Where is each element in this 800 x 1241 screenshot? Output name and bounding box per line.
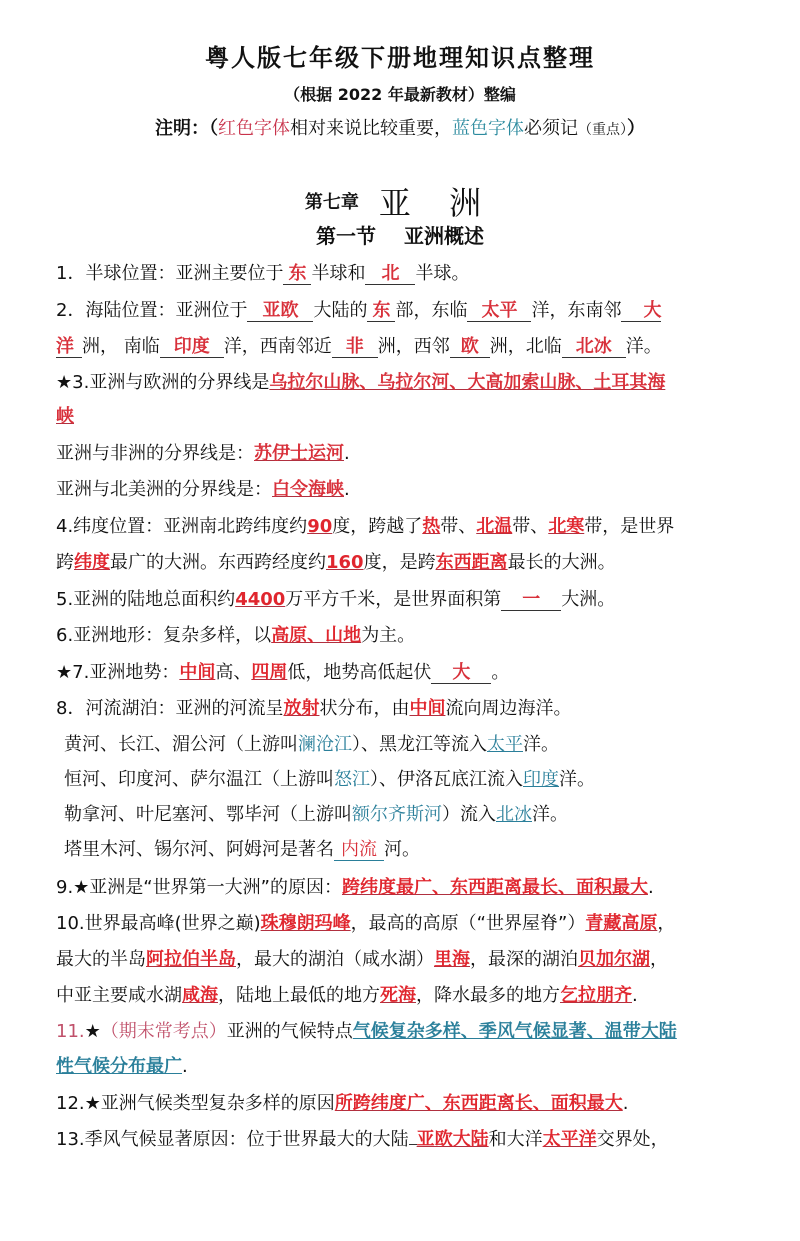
item-text: 最长的大洲。 [507,552,616,573]
answer-text: 中间 [409,698,446,719]
item-text: 10.世界最高峰(世界之巅) [56,913,261,934]
answer-blank: 大 [621,302,661,322]
answer-text: 160 [326,552,364,573]
item-5 [56,585,615,611]
answer-text: 乞拉朋齐 [560,985,632,1006]
document-subtitle: （根据 2022 年最新教材）整编 [284,85,516,104]
item-text: 亚洲与非洲的分界线是： [56,443,254,464]
item-text: 带，是世界 [584,516,675,537]
answer-text: 高原、山地 [271,625,362,646]
item-text: ）、伊洛瓦底江流入 [370,769,523,790]
answer-text: 性气候分布最广 [56,1056,182,1077]
answer-text: 亚欧大陆 [416,1129,489,1150]
answer-text: 太平 [487,734,523,755]
item-text: 交界处， [596,1129,669,1150]
answer-text: 热 [422,516,441,537]
item-text: 大陆的 [313,300,368,321]
answer-blank: 印度 [160,338,224,358]
blank-lead [409,1130,417,1145]
item-13 [56,1125,669,1151]
item-text: 。 [491,662,510,683]
answer-text: 白令海峡 [272,479,344,500]
item-text: 2．海陆位置：亚洲位于 [56,300,248,321]
item-text: 流向周边海洋。 [445,698,572,719]
section-number: 第一节 [316,224,376,248]
item-text: . [647,877,654,898]
item-6 [56,621,415,647]
item-text: . [182,1056,188,1077]
item-text: 洋，东南邻 [531,300,622,321]
item-8 [56,694,571,720]
item-text: 洲，西邻 [377,336,450,357]
answer-blank: 一 [501,591,561,611]
item-text: 状分布，由 [319,698,410,719]
answer-text: 死海 [380,985,416,1006]
item-text: 5.亚洲的陆地总面积约 [56,589,236,610]
item-text: 带、 [512,516,549,537]
answer-text: 纬度 [74,552,110,573]
note-mid: 相对来说比较重要， [290,118,452,139]
answer-text: 东西距离 [435,552,508,573]
item-text: 跨 [56,552,74,573]
answer-text: 咸海 [182,985,218,1006]
item-text: 洋。 [625,336,662,357]
section-name: 亚洲概述 [404,224,484,248]
item-text: 洋。 [559,769,595,790]
item-text: 勒拿河、叶尼塞河、鄂毕河（上游叫 [64,804,352,825]
answer-text: 四周 [251,662,288,683]
answer-text: 印度 [523,769,559,790]
item-text: 带、 [440,516,477,537]
item-text: ）流入 [442,804,496,825]
item-text: 7.亚洲地势： [72,662,180,683]
item-text: ，最高的高原（“世界屋脊”） [350,913,586,934]
note-red-label: 红色字体 [218,118,290,139]
item-9 [56,873,654,899]
chapter-number: 第七章 [304,192,359,213]
answer-text: 乌拉尔山脉、乌拉尔河、大高加索山脉、土耳其海 [269,372,666,393]
answer-text: 峡 [56,406,74,427]
item-text: 亚洲与北美洲的分界线是： [56,479,272,500]
item-text: . [632,985,638,1006]
item-text: 中亚主要咸水湖 [56,985,182,1006]
answer-text: 里海 [434,949,470,970]
answer-text: 4400 [235,589,286,610]
answer-blank: 亚欧 [247,302,313,322]
item-text: 半球。 [415,263,470,284]
exam-tag: （期末常考点） [100,1021,227,1042]
item-text: . [622,1093,629,1114]
answer-text: 怒江 [334,769,370,790]
item-text: ，陆地上最低的地方 [218,985,380,1006]
answer-blank: 东 [283,265,311,285]
answer-text: 气候复杂多样、季风气候显著、温带大陆 [352,1021,677,1042]
answer-text: 额尔齐斯河 [352,804,442,825]
item-1 [56,259,469,285]
item-text: ，最深的湖泊 [470,949,578,970]
item-text: ，降水最多的地方 [416,985,560,1006]
item-10-cont-2 [56,981,638,1007]
star-icon: ★ [56,662,73,683]
item-text: 洲，北临 [489,336,562,357]
item-8c [64,800,568,826]
answer-text: 放射 [283,698,320,719]
item-text: 低，地势高低起伏 [287,662,432,683]
item-text: 3.亚洲与欧洲的分界线是 [72,372,270,393]
answer-text: 阿拉伯半岛 [146,949,236,970]
item-text: 高、 [215,662,252,683]
item-text: 度，跨越了 [332,516,423,537]
answer-blank: 欧 [450,338,490,358]
answer-text: 北温 [476,516,513,537]
item-11-cont [56,1052,188,1078]
note-small: （重点） [578,122,627,138]
item-text: 部，东临 [395,300,468,321]
item-text: 13.季风气候显著原因：位于世界最大的大陆 [56,1129,409,1150]
note-prefix: 注明：（ [155,118,218,139]
item-text: 半球和 [311,263,366,284]
chapter-name: 亚 洲 [378,184,496,222]
item-8d [64,835,420,861]
item-text: 亚洲的气候特点 [226,1021,353,1042]
item-text: ， [657,913,676,934]
item-text: 大洲。 [561,589,616,610]
answer-blank: 非 [332,338,378,358]
item-3 [56,368,665,394]
item-4 [56,512,674,538]
item-text: ， [650,949,668,970]
answer-text: 北冰 [496,804,532,825]
item-2-cont [56,332,662,358]
item-text: 6.亚洲地形：复杂多样，以 [56,625,272,646]
item-text: 洋。 [532,804,568,825]
answer-blank: 大 [431,664,491,684]
item-text: 度，是跨 [363,552,436,573]
answer-text: 跨纬度最广、东西距离最长、面积最大 [341,877,648,898]
item-8a [64,730,559,756]
item-text: 最大的半岛 [56,949,146,970]
item-text: 洋，西南邻近 [223,336,332,357]
answer-text: 澜沧江 [298,734,352,755]
item-text: 恒河、印度河、萨尔温江（上游叫 [64,769,334,790]
item-3c [56,475,350,501]
item-text: . [344,443,350,464]
item-text: . [344,479,350,500]
document-title: 粤人版七年级下册地理知识点整理 [205,43,595,72]
answer-text: 太平洋 [542,1129,597,1150]
item-text: 9.★亚洲是“世界第一大洲”的原因： [56,877,342,898]
answer-blank: 内流 [334,841,384,861]
answer-blank: 洋 [56,338,82,358]
star-icon: ★ [56,372,73,393]
item-text: 洲， 南临 [82,336,160,357]
item-8b [64,765,595,791]
item-text: 和大洋 [488,1129,543,1150]
answer-text: 珠穆朗玛峰 [260,913,351,934]
item-number: 11. [56,1021,85,1042]
note-blue-label: 蓝色字体 [452,118,524,139]
answer-text: 90 [307,516,333,537]
item-text: 洋。 [523,734,559,755]
item-text: 1．半球位置：亚洲主要位于 [56,263,284,284]
answer-blank: 太平 [467,302,531,322]
answer-text: 北寒 [548,516,585,537]
answer-blank: 北 [365,265,415,285]
section-heading [0,220,800,249]
item-7 [56,658,509,684]
answer-blank: 东 [367,302,395,322]
item-text: 塔里木河、锡尔河、阿姆河是著名 [64,839,334,860]
answer-blank: 北冰 [562,338,626,358]
item-text: 4.纬度位置：亚洲南北跨纬度约 [56,516,308,537]
item-10-cont-1 [56,945,668,971]
answer-text: 中间 [179,662,216,683]
item-text: 为主。 [361,625,416,646]
item-10 [56,909,675,935]
answer-text: 所跨纬度广、东西距离长、面积最大 [334,1093,623,1114]
answer-text: 苏伊士运河 [254,443,344,464]
chapter-heading [0,178,800,224]
answer-text: 青藏高原 [585,913,658,934]
legend-note [0,114,800,140]
item-2 [56,296,661,322]
item-text: 8．河流湖泊：亚洲的河流呈 [56,698,284,719]
answer-text: 贝加尔湖 [578,949,650,970]
item-text: 最广的大洲。东西跨经度约 [110,552,326,573]
item-text: ，最大的湖泊（咸水湖） [236,949,434,970]
item-text: 12.★亚洲气候类型复杂多样的原因 [56,1093,335,1114]
item-text: 黄河、长江、湄公河（上游叫 [64,734,298,755]
item-4-cont [56,548,616,574]
star-icon: ★ [84,1021,101,1042]
item-text: 万平方千米，是世界面积第 [285,589,502,610]
note-close: ） [627,118,645,139]
note-suffix: 必须记 [524,118,578,139]
item-text: 河。 [384,839,420,860]
item-12 [56,1089,629,1115]
item-text: ）、黑龙江等流入 [352,734,487,755]
item-3b [56,439,350,465]
item-11 [56,1017,677,1043]
item-3-cont [56,402,74,428]
